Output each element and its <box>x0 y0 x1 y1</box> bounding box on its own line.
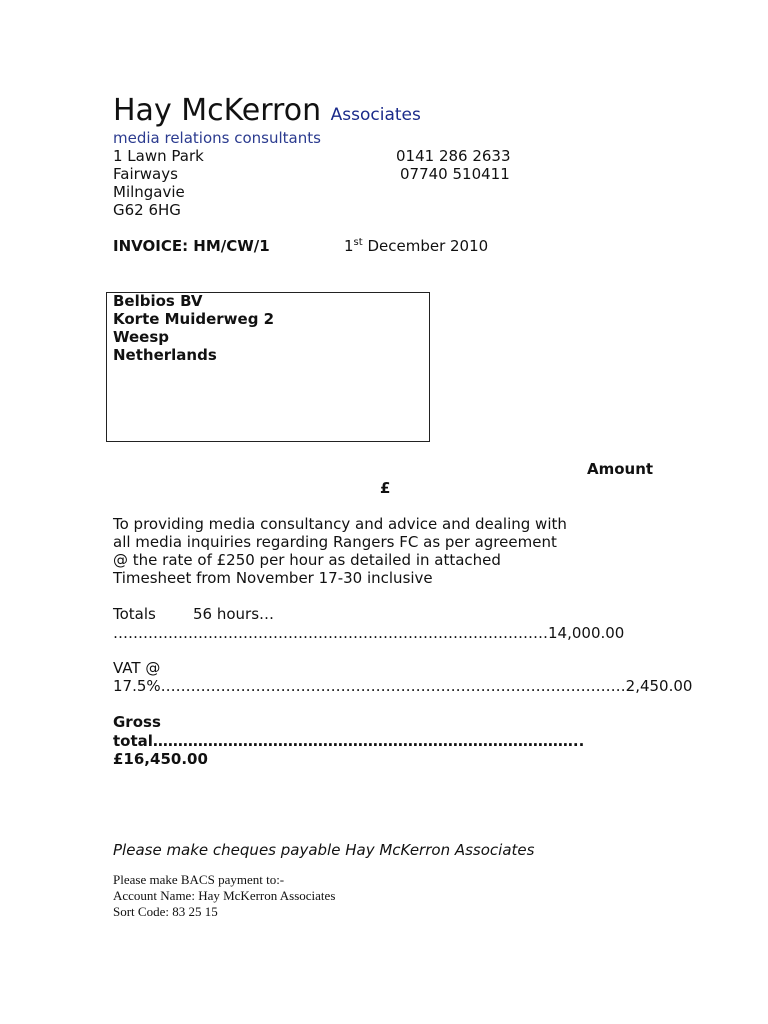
company-name: Hay McKerron <box>113 93 322 128</box>
bacs-sort-code: Sort Code: 83 25 15 <box>113 904 218 919</box>
date-day: 1 <box>344 237 354 255</box>
company-heading <box>113 94 421 132</box>
vat-label: VAT @ <box>113 659 161 677</box>
bacs-account-name: Account Name: Hay McKerron Associates <box>113 888 336 903</box>
recipient-line: Korte Muiderweg 2 <box>113 310 275 328</box>
date-rest: December 2010 <box>362 237 489 255</box>
recipient-line: Belbios BV <box>113 292 203 310</box>
bacs-line: Please make BACS payment to:- <box>113 872 285 887</box>
gross-label: Gross <box>113 713 161 731</box>
amount-header: Amount <box>587 460 654 478</box>
phone-landline: 0141 286 2633 <box>396 147 511 165</box>
description-line: Timesheet from November 17-30 inclusive <box>113 569 433 587</box>
totals-hours: 56 hours… <box>193 605 275 623</box>
totals-label: Totals <box>113 605 156 623</box>
invoice-number: INVOICE: HM/CW/1 <box>113 237 270 255</box>
recipient-line: Netherlands <box>113 346 217 364</box>
totals-amount-line: ……………………………………………………………………………14,000.00 <box>113 624 625 642</box>
invoice-date <box>344 237 488 255</box>
cheques-note: Please make cheques payable Hay McKerron Associates <box>113 841 535 859</box>
company-associates: Associates <box>330 105 421 125</box>
address-line: 1 Lawn Park <box>113 147 204 165</box>
address-line: Fairways <box>113 165 178 183</box>
description-line: all media inquiries regarding Rangers FC as per agreement <box>113 533 557 551</box>
description-line: @ the rate of £250 per hour as detailed in attached <box>113 551 501 569</box>
gross-total-line: total………………………………………………………………………….. <box>113 732 585 750</box>
currency-symbol: £ <box>380 479 391 497</box>
address-line: G62 6HG <box>113 201 181 219</box>
description-line: To providing media consultancy and advice and dealing with <box>113 515 567 533</box>
recipient-line: Weesp <box>113 328 170 346</box>
address-line: Milngavie <box>113 183 185 201</box>
date-suffix: st <box>353 237 363 248</box>
phone-mobile: 07740 510411 <box>400 165 510 183</box>
gross-amount: £16,450.00 <box>113 750 208 768</box>
company-tagline: media relations consultants <box>113 129 321 147</box>
vat-amount-line: 17.5%…………………………………………………………………………………2,450.00 <box>113 677 693 695</box>
